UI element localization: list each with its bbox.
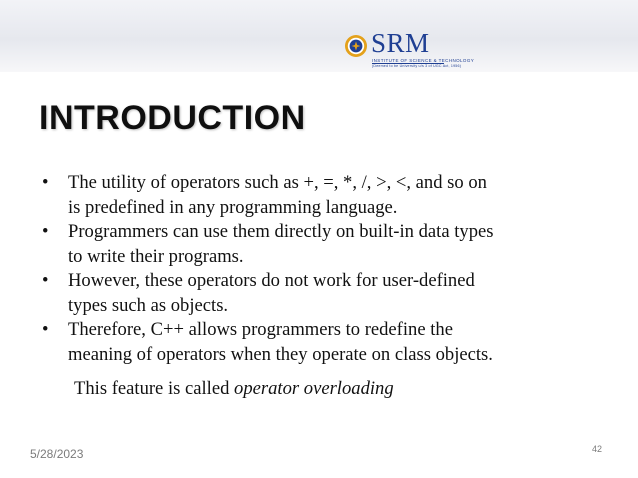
srm-emblem-icon [344,34,368,58]
bullet-text-line: types such as objects. [68,294,229,316]
bullet-text-line: to write their programs. [68,245,244,267]
bullet-item [42,269,582,318]
bullet-text-line: meaning of operators when they operate on class objects. [68,343,493,365]
bullet-point: • [42,221,49,242]
bullet-item [42,318,582,367]
header-band [0,0,638,72]
bullet-text-line: The utility of operators such as +, =, *, /, >, <, and so on [68,172,487,193]
bullet-item [42,220,582,269]
srm-logo [344,28,475,72]
bullet-text-line: Programmers can use them directly on built-in data types [68,221,494,242]
feature-statement [74,377,394,401]
slide-title: INTRODUCTION [39,99,306,137]
logo-subtagline: (Deemed to be University u/s 3 of UGC Act, 1956) [372,64,462,68]
logo-wordmark: SRM [371,28,430,58]
footer-date: 5/28/2023 [30,447,84,461]
bullet-list [42,171,582,367]
page-number: 42 [592,444,603,454]
bullet-point: • [42,172,49,193]
bullet-text-line: Therefore, C++ allows programmers to redefine the [68,319,453,340]
bullet-text-line: However, these operators do not work for user-defined [68,270,475,291]
bullet-point: • [42,319,49,340]
bullet-point: • [42,270,49,291]
bullet-text-line: is predefined in any programming language. [68,196,398,218]
logo-tagline: INSTITUTE OF SCIENCE & TECHNOLOGY [372,58,475,63]
feature-text: This feature is called [74,378,235,399]
feature-term: operator overloading [234,378,394,399]
bullet-item [42,171,582,220]
